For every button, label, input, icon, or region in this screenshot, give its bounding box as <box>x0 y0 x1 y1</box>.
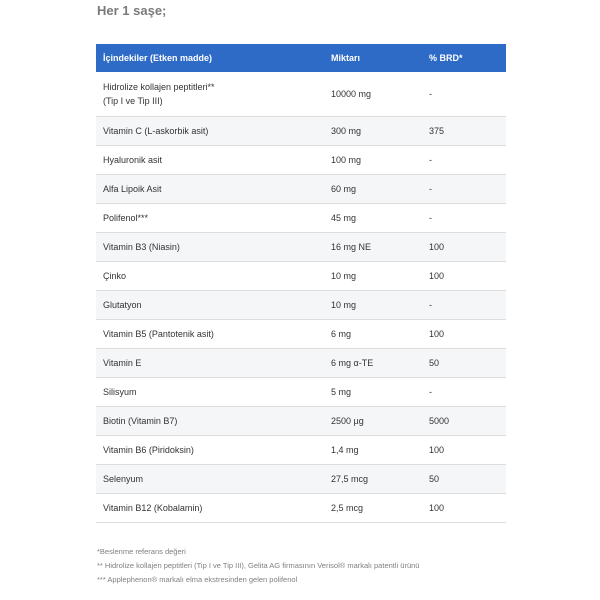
column-header-brd: % BRD* <box>422 44 506 72</box>
amount-cell: 6 mg α-TE <box>324 349 422 378</box>
amount-cell: 2500 µg <box>324 407 422 436</box>
ingredient-name: Hidrolize kollajen peptitleri** <box>103 82 215 92</box>
amount-cell: 6 mg <box>324 320 422 349</box>
brd-cell: - <box>422 291 506 320</box>
footnotes <box>97 545 419 587</box>
table-row <box>96 465 506 494</box>
ingredient-cell: Biotin (Vitamin B7) <box>96 407 324 436</box>
brd-cell: 50 <box>422 349 506 378</box>
brd-cell: - <box>422 175 506 204</box>
amount-cell: 10 mg <box>324 291 422 320</box>
table-row <box>96 378 506 407</box>
amount-cell: 60 mg <box>324 175 422 204</box>
ingredient-cell: Vitamin B3 (Niasin) <box>96 233 324 262</box>
table-row <box>96 349 506 378</box>
table-row <box>96 262 506 291</box>
brd-cell: - <box>422 72 506 117</box>
amount-cell: 5 mg <box>324 378 422 407</box>
table-row <box>96 233 506 262</box>
footnote-collagen: ** Hidrolize kollajen peptitleri (Tip I ve Tip III), Gelita AG firmasının Verisol® markalı patentli ürünü <box>97 561 420 570</box>
footnote-brd: *Beslenme referans değeri <box>97 547 186 556</box>
brd-cell: 50 <box>422 465 506 494</box>
ingredient-cell: Hyaluronik asit <box>96 146 324 175</box>
ingredient-cell: Vitamin E <box>96 349 324 378</box>
ingredient-cell: Glutatyon <box>96 291 324 320</box>
ingredients-table <box>96 44 506 523</box>
ingredient-cell: Vitamin B12 (Kobalamin) <box>96 494 324 523</box>
ingredient-cell <box>96 72 324 117</box>
ingredient-cell: Polifenol*** <box>96 204 324 233</box>
table-row <box>96 204 506 233</box>
table-row <box>96 436 506 465</box>
table-header-row <box>96 44 506 72</box>
brd-cell: - <box>422 204 506 233</box>
brd-cell: 100 <box>422 320 506 349</box>
table-row <box>96 494 506 523</box>
ingredient-cell: Selenyum <box>96 465 324 494</box>
ingredient-cell: Vitamin C (L-askorbik asit) <box>96 117 324 146</box>
amount-cell: 10000 mg <box>324 72 422 117</box>
brd-cell: 375 <box>422 117 506 146</box>
table-row <box>96 175 506 204</box>
column-header-ingredient: İçindekiler (Etken madde) <box>96 44 324 72</box>
brd-cell: 100 <box>422 262 506 291</box>
table-row <box>96 320 506 349</box>
amount-cell: 10 mg <box>324 262 422 291</box>
ingredient-cell: Vitamin B6 (Piridoksin) <box>96 436 324 465</box>
amount-cell: 27,5 mcg <box>324 465 422 494</box>
table-row <box>96 72 506 117</box>
brd-cell: 100 <box>422 436 506 465</box>
page-heading: Her 1 saşe; <box>97 3 167 18</box>
brd-cell: 100 <box>422 494 506 523</box>
table-row <box>96 291 506 320</box>
column-header-amount: Miktarı <box>324 44 422 72</box>
table-row <box>96 407 506 436</box>
table-row <box>96 117 506 146</box>
brd-cell: 5000 <box>422 407 506 436</box>
table-row <box>96 146 506 175</box>
ingredient-cell: Vitamin B5 (Pantotenik asit) <box>96 320 324 349</box>
brd-cell: - <box>422 378 506 407</box>
amount-cell: 100 mg <box>324 146 422 175</box>
ingredient-cell: Alfa Lipoik Asit <box>96 175 324 204</box>
brd-cell: 100 <box>422 233 506 262</box>
ingredient-cell: Çinko <box>96 262 324 291</box>
amount-cell: 45 mg <box>324 204 422 233</box>
brd-cell: - <box>422 146 506 175</box>
ingredient-cell: Silisyum <box>96 378 324 407</box>
amount-cell: 16 mg NE <box>324 233 422 262</box>
footnote-polyphenol: *** Applephenon® markalı elma ekstresinden gelen polifenol <box>97 575 298 584</box>
amount-cell: 300 mg <box>324 117 422 146</box>
amount-cell: 1,4 mg <box>324 436 422 465</box>
ingredient-name-detail: (Tip I ve Tip III) <box>103 96 163 106</box>
amount-cell: 2,5 mcg <box>324 494 422 523</box>
